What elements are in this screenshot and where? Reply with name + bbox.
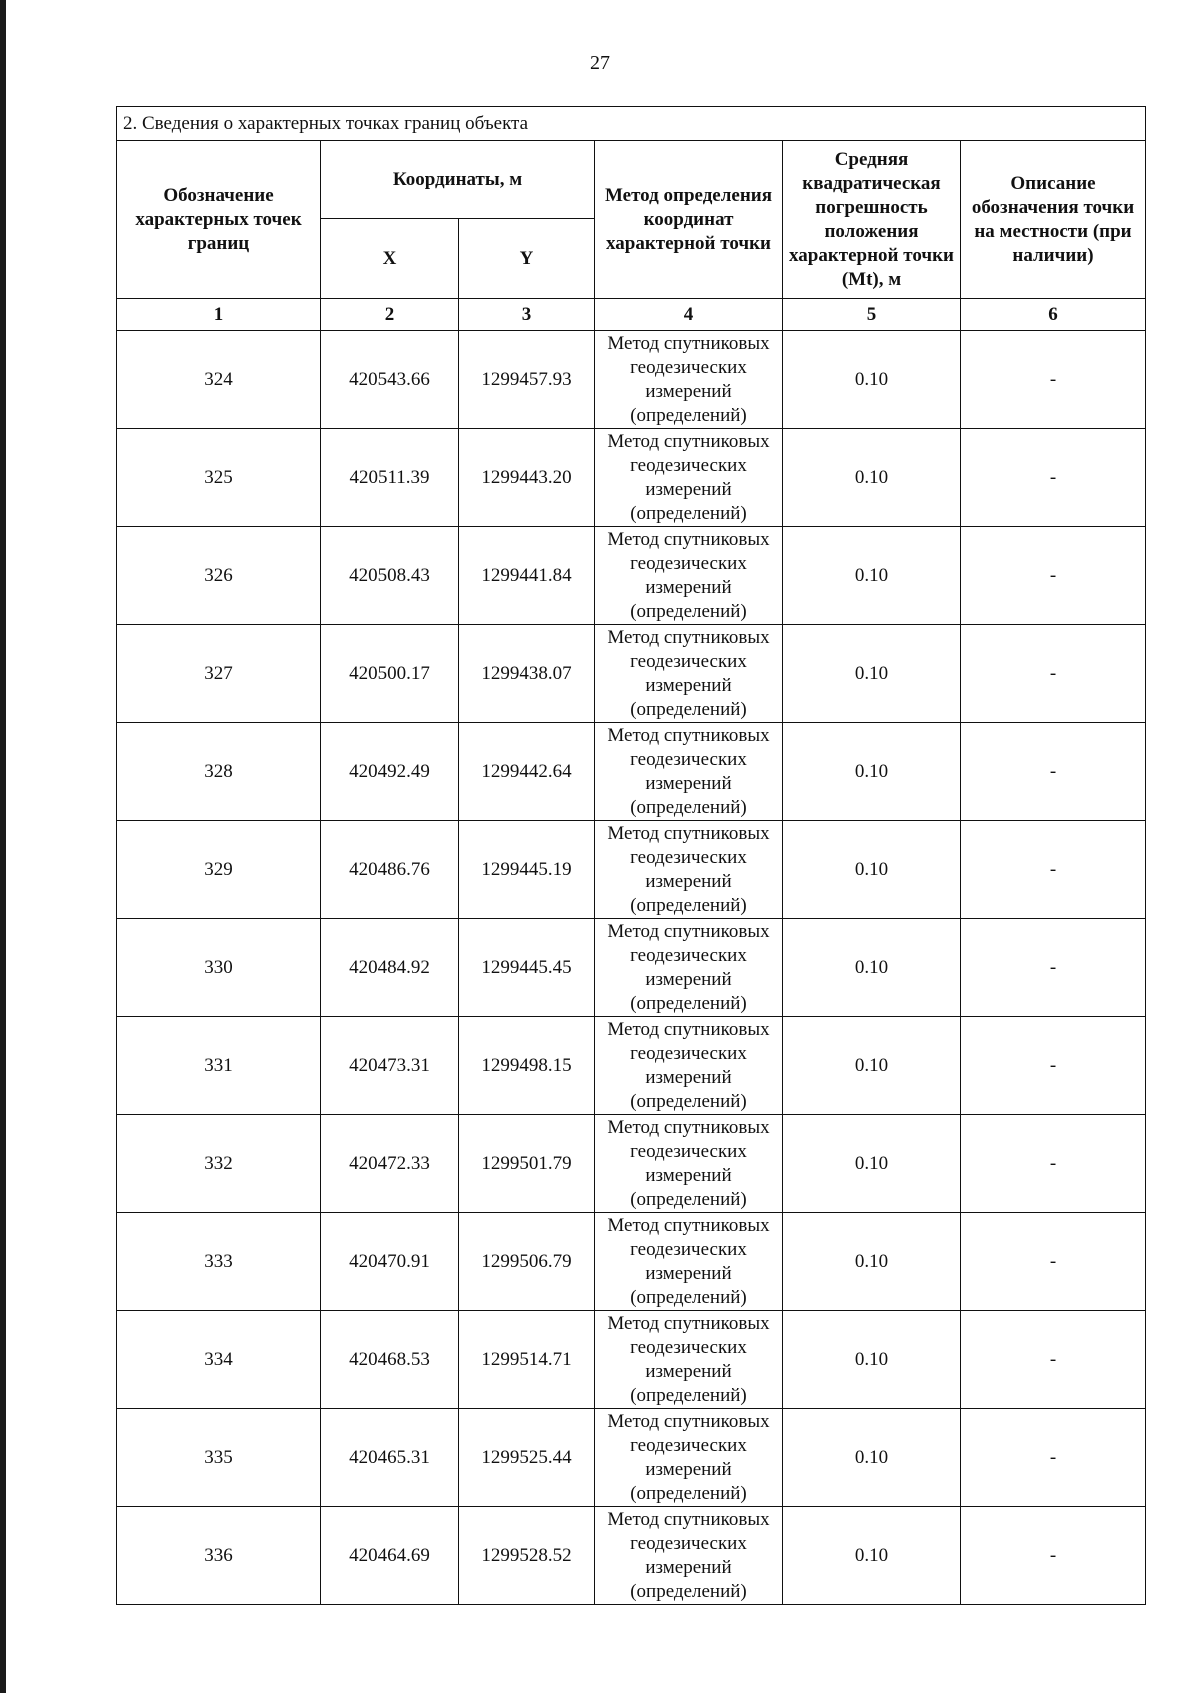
cell-description: - — [961, 527, 1146, 625]
cell-y: 1299441.84 — [459, 527, 595, 625]
cell-y: 1299438.07 — [459, 625, 595, 723]
table-row — [117, 331, 1146, 429]
cell-x: 420500.17 — [321, 625, 459, 723]
cell-x: 420486.76 — [321, 821, 459, 919]
cell-x: 420472.33 — [321, 1115, 459, 1213]
table-row — [117, 1409, 1146, 1507]
cell-method: Метод спутниковых геодезических измерений (определений) — [595, 331, 783, 429]
cell-mt: 0.10 — [783, 625, 961, 723]
cell-point-id: 324 — [117, 331, 321, 429]
cell-x: 420470.91 — [321, 1213, 459, 1311]
cell-mt: 0.10 — [783, 429, 961, 527]
table-row — [117, 821, 1146, 919]
cell-method: Метод спутниковых геодезических измерений (определений) — [595, 723, 783, 821]
cell-description: - — [961, 821, 1146, 919]
column-number: 6 — [961, 299, 1146, 331]
cell-point-id: 328 — [117, 723, 321, 821]
cell-y: 1299445.19 — [459, 821, 595, 919]
cell-point-id: 325 — [117, 429, 321, 527]
header-y: Y — [459, 219, 595, 299]
cell-mt: 0.10 — [783, 723, 961, 821]
cell-method: Метод спутниковых геодезических измерений (определений) — [595, 527, 783, 625]
cell-x: 420543.66 — [321, 331, 459, 429]
column-number: 1 — [117, 299, 321, 331]
cell-description: - — [961, 1213, 1146, 1311]
cell-x: 420508.43 — [321, 527, 459, 625]
page-edge-shadow — [0, 0, 6, 1693]
cell-description: - — [961, 1017, 1146, 1115]
cell-point-id: 329 — [117, 821, 321, 919]
cell-y: 1299501.79 — [459, 1115, 595, 1213]
header-designation: Обозначение характерных точек границ — [117, 141, 321, 299]
cell-mt: 0.10 — [783, 1213, 961, 1311]
table-row — [117, 1115, 1146, 1213]
table-row — [117, 723, 1146, 821]
cell-point-id: 330 — [117, 919, 321, 1017]
table-row — [117, 919, 1146, 1017]
cell-y: 1299498.15 — [459, 1017, 595, 1115]
cell-x: 420468.53 — [321, 1311, 459, 1409]
cell-mt: 0.10 — [783, 1311, 961, 1409]
cell-point-id: 336 — [117, 1507, 321, 1605]
boundary-points-table — [116, 106, 1146, 1605]
cell-point-id: 333 — [117, 1213, 321, 1311]
table-row — [117, 1017, 1146, 1115]
page-number: 27 — [590, 52, 610, 74]
cell-x: 420492.49 — [321, 723, 459, 821]
cell-mt: 0.10 — [783, 919, 961, 1017]
cell-x: 420484.92 — [321, 919, 459, 1017]
cell-method: Метод спутниковых геодезических измерений (определений) — [595, 1311, 783, 1409]
cell-mt: 0.10 — [783, 527, 961, 625]
cell-description: - — [961, 1115, 1146, 1213]
section-title: 2. Сведения о характерных точках границ объекта — [117, 107, 1146, 141]
cell-method: Метод спутниковых геодезических измерений (определений) — [595, 1507, 783, 1605]
cell-method: Метод спутниковых геодезических измерений (определений) — [595, 429, 783, 527]
cell-point-id: 334 — [117, 1311, 321, 1409]
cell-y: 1299506.79 — [459, 1213, 595, 1311]
cell-method: Метод спутниковых геодезических измерений (определений) — [595, 1115, 783, 1213]
cell-y: 1299445.45 — [459, 919, 595, 1017]
column-number: 4 — [595, 299, 783, 331]
header-x: X — [321, 219, 459, 299]
table-row — [117, 1213, 1146, 1311]
cell-mt: 0.10 — [783, 331, 961, 429]
cell-mt: 0.10 — [783, 1115, 961, 1213]
table-row — [117, 429, 1146, 527]
cell-description: - — [961, 919, 1146, 1017]
cell-point-id: 326 — [117, 527, 321, 625]
column-number: 5 — [783, 299, 961, 331]
cell-description: - — [961, 625, 1146, 723]
cell-method: Метод спутниковых геодезических измерений (определений) — [595, 1017, 783, 1115]
cell-method: Метод спутниковых геодезических измерений (определений) — [595, 1409, 783, 1507]
cell-method: Метод спутниковых геодезических измерений (определений) — [595, 919, 783, 1017]
cell-y: 1299525.44 — [459, 1409, 595, 1507]
header-description: Описание обозначения точки на местности (при наличии) — [961, 141, 1146, 299]
cell-method: Метод спутниковых геодезических измерений (определений) — [595, 1213, 783, 1311]
cell-description: - — [961, 429, 1146, 527]
cell-mt: 0.10 — [783, 1017, 961, 1115]
cell-mt: 0.10 — [783, 1409, 961, 1507]
column-number: 3 — [459, 299, 595, 331]
cell-mt: 0.10 — [783, 821, 961, 919]
cell-y: 1299442.64 — [459, 723, 595, 821]
cell-description: - — [961, 1507, 1146, 1605]
header-error: Средняя квадратическая погрешность положения характерной точки (Mt), м — [783, 141, 961, 299]
table-row — [117, 1311, 1146, 1409]
cell-x: 420511.39 — [321, 429, 459, 527]
cell-y: 1299528.52 — [459, 1507, 595, 1605]
cell-y: 1299443.20 — [459, 429, 595, 527]
header-coordinates: Координаты, м — [321, 141, 595, 219]
cell-y: 1299457.93 — [459, 331, 595, 429]
cell-description: - — [961, 723, 1146, 821]
cell-method: Метод спутниковых геодезических измерений (определений) — [595, 821, 783, 919]
cell-x: 420473.31 — [321, 1017, 459, 1115]
cell-point-id: 335 — [117, 1409, 321, 1507]
cell-description: - — [961, 1409, 1146, 1507]
cell-y: 1299514.71 — [459, 1311, 595, 1409]
table-row — [117, 1507, 1146, 1605]
cell-description: - — [961, 1311, 1146, 1409]
table-body — [117, 331, 1146, 1605]
cell-x: 420465.31 — [321, 1409, 459, 1507]
header-method: Метод определения координат характерной точки — [595, 141, 783, 299]
cell-description: - — [961, 331, 1146, 429]
cell-point-id: 327 — [117, 625, 321, 723]
cell-x: 420464.69 — [321, 1507, 459, 1605]
table-row — [117, 625, 1146, 723]
cell-mt: 0.10 — [783, 1507, 961, 1605]
column-number: 2 — [321, 299, 459, 331]
table-row — [117, 527, 1146, 625]
cell-point-id: 331 — [117, 1017, 321, 1115]
cell-point-id: 332 — [117, 1115, 321, 1213]
cell-method: Метод спутниковых геодезических измерений (определений) — [595, 625, 783, 723]
